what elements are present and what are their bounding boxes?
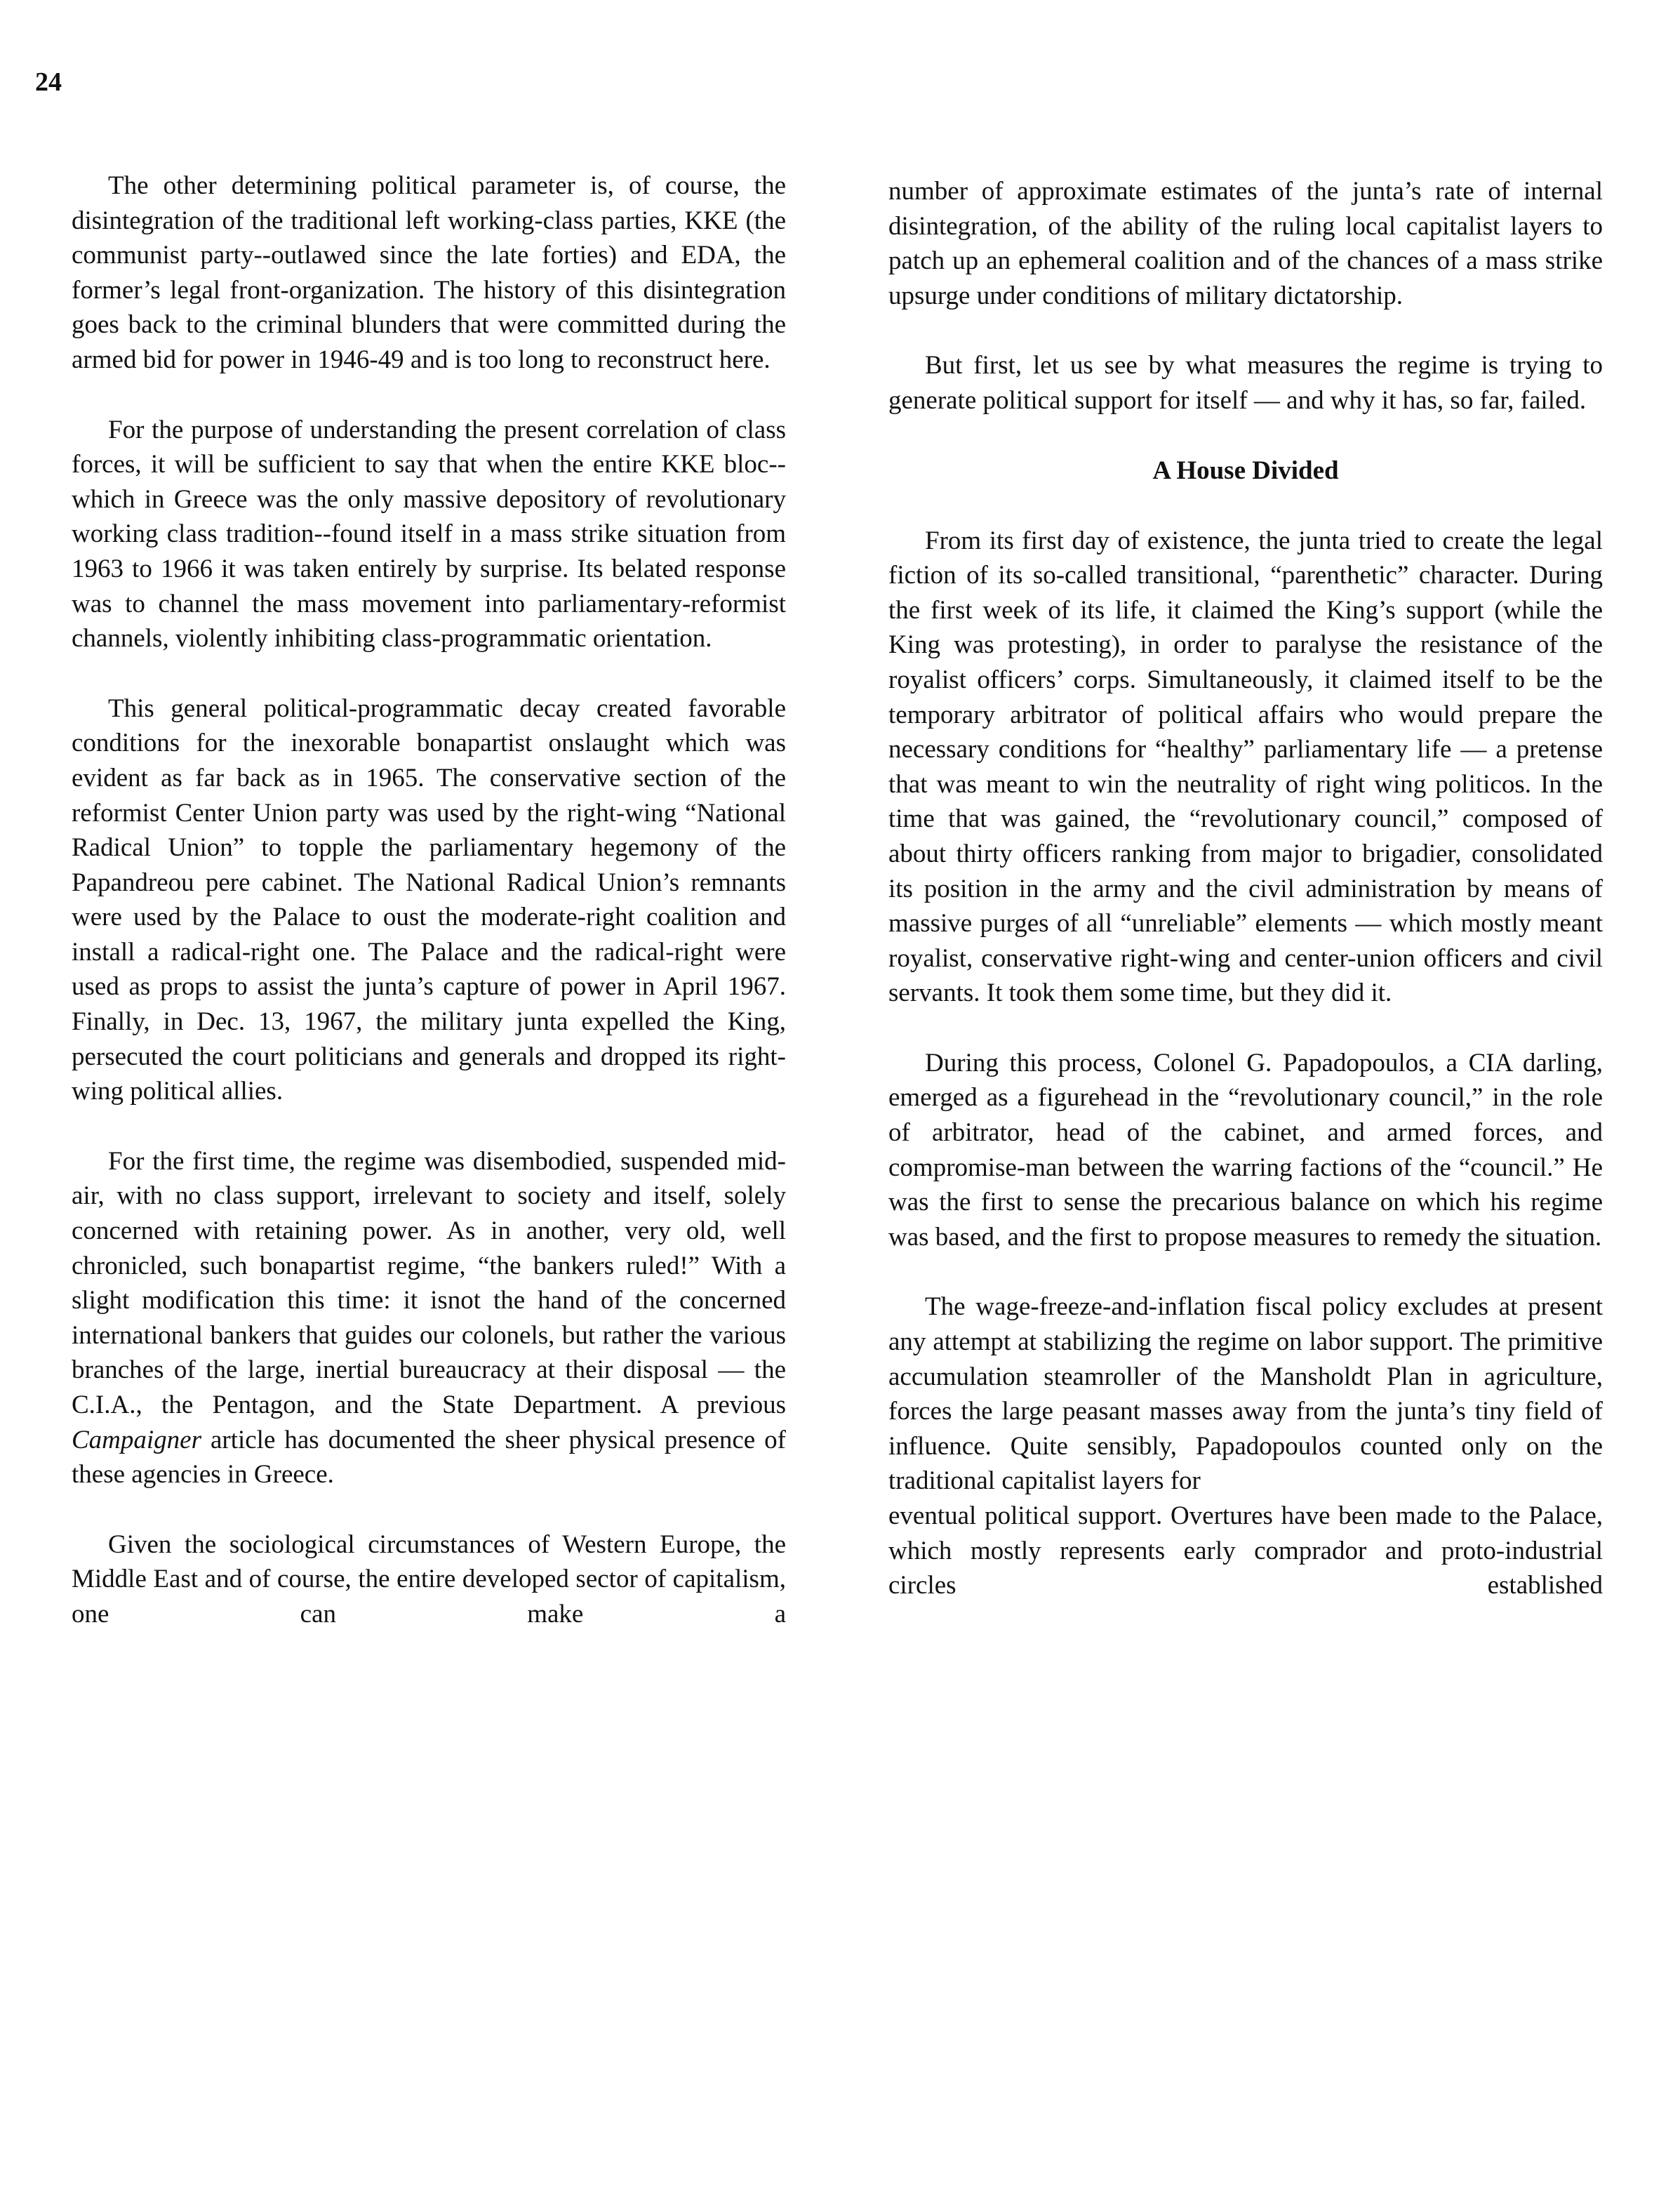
- paragraph-class-forces: For the purpose of understanding the present correlation of class forces, it will be sufficient to say that when the entire KKE bloc--which in Greece was the only massive depository of revolutionary working class tradition--found itself in a mass strike situation from 1963 to 1966 it was taken entirely by surprise. Its belated response was to channel the mass movement into parliamentary-reformist channels, violently inhibiting class-programmatic orientation.: [72, 415, 786, 654]
- paragraph-sociological-circumstances: Given the sociological circumstances of Western Europe, the Middle East and of course, the entire developed sector of capitalism, one can make a: [72, 1530, 786, 1628]
- paragraph-continued-estimates: number of approximate estimates of the junta’s rate of internal disintegration, of the ability of the ruling local capitalist layers to patch up an ephemeral coalition and of the chances of a mass strike upsurge under conditions of military dictatorship.: [888, 177, 1603, 310]
- paragraph-text: For the first time, the regime was disembodied, suspended mid-air, with no class support, irrelevant to society and itself, solely concerned with retaining power. As in another, very old, well chronicled, such bonapartist regime, “the bankers ruled!” With a slight modification this time: it isnot the hand of the concerned international bankers that guides our colonels, but rather the various branches of the large, inertial bureaucracy at their disposal — the C.I.A., the Pentagon, and the State Department. A previous: [72, 1146, 786, 1419]
- paragraph-but-first: But first, let us see by what measures the regime is trying to generate political support for itself — and why it has, so far, failed.: [888, 351, 1603, 415]
- paragraph-wage-freeze: The wage-freeze-and-inflation fiscal policy excludes at present any attempt at stabilizing the regime on labor support. The primitive accumulation steamroller of the Mansholdt Plan in agriculture, forces the large peasant masses away from the junta’s tiny field of influence. Quite sensibly, Papadopoulos counted only on the traditional capitalist layers for: [888, 1292, 1603, 1496]
- paragraph-first-day: From its first day of existence, the junta tried to create the legal fiction of its so-called transitional, “parenthetic” character. During the first week of its life, it claimed the King’s support (while the King was protesting), in order to paralyse the resistance of the royalist officers’ corps. Simultaneously, it claimed itself to be the temporary arbitrator of political affairs who would prepare the necessary conditions for “healthy” parliamentary life — a pretense that was meant to win the neutrality of right wing politicos. In the time that was gained, the “revolutionary council,” composed of about thirty officers ranking from major to brigadier, consolidated its position in the army and the civil administration by means of massive purges of all “unreliable” elements — which mostly meant royalist, conservative right-wing and center-union officers and civil servants. It took them some time, but they did it.: [888, 526, 1603, 1008]
- left-column: [72, 168, 786, 1667]
- paragraph-eventual-support: eventual political support. Overtures have been made to the Palace, which mostly represents early comprador and proto-industrial circles established: [888, 1501, 1603, 1600]
- section-heading: A House Divided: [1152, 456, 1339, 485]
- right-column: [888, 168, 1603, 1638]
- paragraph-political-parameter: The other determining political parameter is, of course, the disintegration of the traditional left working-class parties, KKE (the communist party--outlawed since the late forties) and EDA, the former’s legal front-organization. The history of this disintegration goes back to the criminal blunders that were committed during the armed bid for power in 1946-49 and is too long to reconstruct here.: [72, 171, 786, 374]
- paragraph-text: article has documented the sheer physical presence of these agencies in Greece.: [72, 1425, 786, 1490]
- publication-title: Campaigner: [72, 1425, 201, 1454]
- paragraph-programmatic-decay: This general political-programmatic decay created favorable conditions for the inexorable bonapartist onslaught which was evident as far back as in 1965. The conservative section of the reformist Center Union party was used by the right-wing “National Radical Union” to topple the parliamentary hegemony of the Papandreou pere cabinet. The National Radical Union’s remnants were used by the Palace to oust the moderate-right coalition and install a radical-right one. The Palace and the radical-right were used as props to assist the junta’s capture of power in April 1967. Finally, in Dec. 13, 1967, the military junta expelled the King, persecuted the court politicians and generals and dropped its right-wing political allies.: [72, 694, 786, 1106]
- paragraph-papadopoulos: During this process, Colonel G. Papadopoulos, a CIA darling, emerged as a figurehead in the “revolutionary council,” in the role of arbitrator, head of the cabinet, and armed forces, and compromise-man between the warring factions of the “council.” He was the first to sense the precarious balance on which his regime was based, and the first to propose measures to remedy the situation.: [888, 1048, 1603, 1252]
- page-number: 24: [35, 67, 62, 97]
- paragraph-regime-disembodied: [72, 1144, 786, 1492]
